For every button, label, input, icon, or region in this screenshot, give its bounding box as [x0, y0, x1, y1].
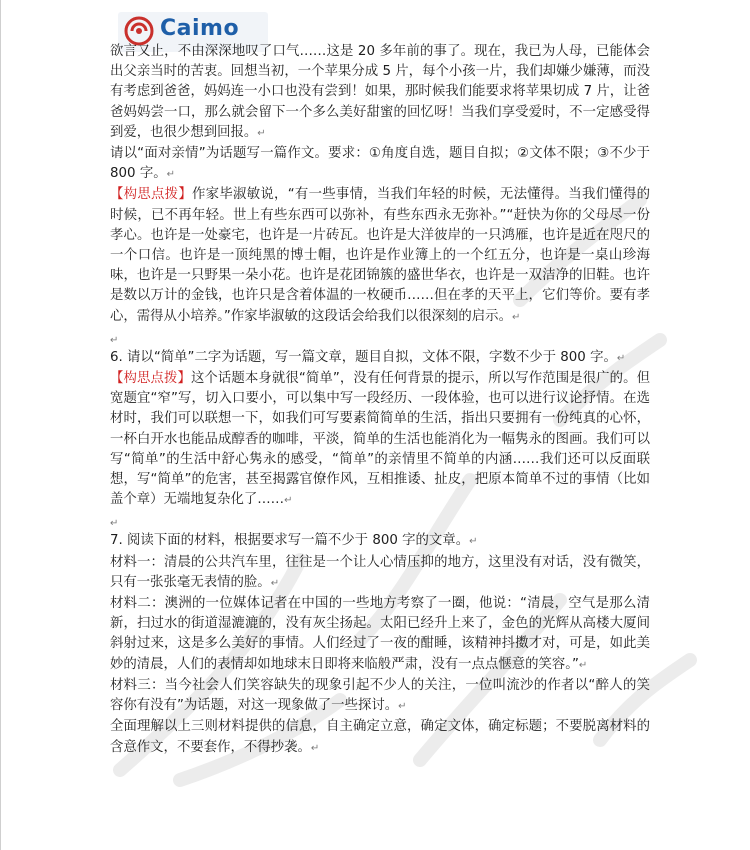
document-body	[110, 42, 650, 759]
hint-tag: 【构思点拨】	[110, 371, 191, 387]
paragraph-prompt-5: 请以“面对亲情”为话题写一篇作文。要求：①角度自选，题目自拟；②文体不限；③不少于 800 字。↵	[110, 146, 650, 182]
logo-text: Caimo	[160, 16, 240, 41]
paragraph-material-3: 材料三：当今社会人们笑容缺失的现象引起不少人的关注，一位叫流沙的作者以“醉人的笑容你有没有”为话题，对这一现象做了一些探讨。↵	[110, 677, 650, 714]
paragraph-hint-5: 【构思点拨】作家毕淑敏说，“有一些事情，当我们年轻的时候，无法懂得。当我们懂得的时候，已不再年轻。世上有些东西可以弥补，有些东西永无弥补。”“赶快为你的父母尽一份孝心。也许是一处豪宅，也许是一片砖瓦。也许是大洋彼岸的一只鸿雁，也许是近在咫尺的一个口信。也许是一顶纯黑的博士帽，也许是作业簿上的一个红五分，也许是一桌山珍海味，也许是一只野果一朵小花。也许是花团锦簇的盛世华衣，也许是一双洁净的旧鞋。也许是数以万计的金钱，也许只是含着体温的一枚硬币……但在孝的天平上，它们等价。要有孝心，需得从小培养。”作家毕淑敏的这段话会给我们以很深刻的启示。↵	[110, 187, 651, 324]
paragraph-material-2: 材料二：澳洲的一位媒体记者在中国的一些地方考察了一圈，他说：“清晨，空气是那么清新，扫过水的街道湿漉漉的，没有灰尘扬起。太阳已经升上来了，金色的光辉从高楼大厦间斜射过来，这是多么美好的事情。人们经过了一夜的酣睡，该精神抖擞才对，可是，如此美妙的清晨，人们的表情却如地球末日即将来临般严肃，没有一点点惬意的笑容。”↵	[110, 596, 650, 672]
paragraph-prompt-6: 6. 请以“简单”二字为话题，写一篇文章，题目自拟，文体不限，字数不少于 800 字。↵	[110, 349, 626, 365]
blank-line: ↵	[110, 334, 119, 346]
page-edge	[0, 0, 1, 850]
paragraph-story-ending: 欲言又止，不由深深地叹了口气……这是 20 多年前的事了。现在，我已为人母，已能体会出父亲当时的苦衷。回想当初，一个苹果分成 5 片，每个小孩一片，我们却嫌少嫌薄，而没有考虑到爸爸，妈妈连一小口也没有尝到！如果，那时候我们能要求将苹果切成 7 片，让爸爸妈妈尝一口，那么就会留下一个多么美好甜蜜的回忆呀！当我们享受爱时，不一定感受得到爱，也很少想到回报。↵	[110, 44, 650, 140]
hint-tag: 【构思点拨】	[110, 187, 193, 203]
paragraph-material-1: 材料一：清晨的公共汽车里，往往是一个让人心情压抑的地方，这里没有对话，没有微笑，只有一张张毫无表情的脸。↵	[110, 554, 650, 590]
blank-line: ↵	[110, 518, 119, 530]
paragraph-requirements: 全面理解以上三则材料提供的信息，自主确定立意，确定文体，确定标题；不要脱离材料的含意作文，不要套作，不得抄袭。↵	[110, 719, 650, 755]
paragraph-prompt-7: 7. 阅读下面的材料，根据要求写一篇不少于 800 字的文章。↵	[110, 533, 478, 549]
paragraph-hint-6: 【构思点拨】这个话题本身就很“简单”，没有任何背景的提示，所以写作范围是很广的。但宽题宜“窄”写，切入口要小，可以集中写一段经历、一段体验，也可以进行议论抒情。在选材时，我们可以联想一下，如我们可写要素简简单的生活，指出只要拥有一份纯真的心怀，一杯白开水也能品成醇香的咖啡，平淡，简单的生活也能消化为一幅隽永的图画。我们可以写“简单”的生活中舒心隽永的感受，“简单”的亲情里不简单的内涵……我们还可以反面联想，写“简单”的危害，甚至揭露官僚作风，互相推诿、扯皮，把原本简单不过的事情（比如盖个章）无端地复杂化了……↵	[110, 371, 651, 508]
